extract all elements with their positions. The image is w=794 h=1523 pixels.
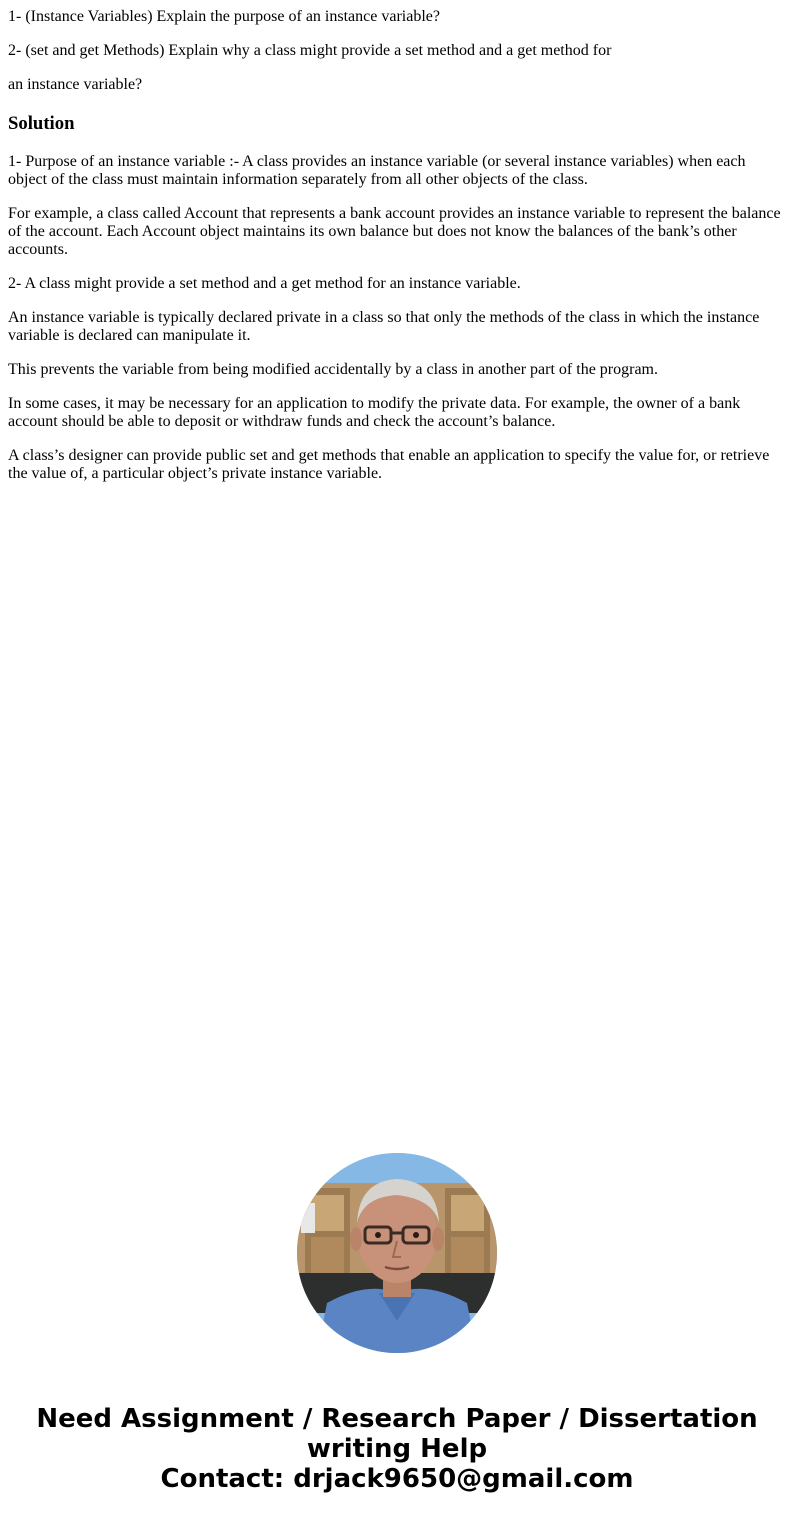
solution-paragraph: In some cases, it may be necessary for an application to modify the private data. For example, the owner of a bank account should be able to deposit or withdraw funds and check the account’s balance. xyxy=(8,395,741,430)
question-1: 1- (Instance Variables) Explain the purpose of an instance variable? xyxy=(8,8,440,25)
question-2-line-1: 2- (set and get Methods) Explain why a class might provide a set method and a get method for xyxy=(8,42,612,59)
solution-paragraph: 1- Purpose of an instance variable :- A class provides an instance variable (or several instance variables) when each object of the class must maintain information separately from all other objects of the class. xyxy=(8,153,746,188)
solution-paragraph: 2- A class might provide a set method and a get method for an instance variable. xyxy=(8,275,521,292)
promo-line: writing Help xyxy=(306,1434,488,1464)
promo-line: Need Assignment / Research Paper / Dissertation xyxy=(36,1404,758,1434)
question-2-line-2: an instance variable? xyxy=(8,76,143,93)
solution-paragraph: A class’s designer can provide public set and get methods that enable an application to specify the value for, or retrieve the value of, a particular object’s private instance variable. xyxy=(8,447,770,482)
promo-banner xyxy=(0,1404,794,1494)
solution-paragraph: This prevents the variable from being modified accidentally by a class in another part of the program. xyxy=(8,361,658,378)
solution-paragraph: For example, a class called Account that represents a bank account provides an instance variable to represent the balance of the account. Each Account object maintains its own balance but does not know the balances of the bank’s other accounts. xyxy=(8,205,781,258)
solution-heading: Solution xyxy=(8,113,75,134)
avatar xyxy=(297,1153,497,1353)
solution-paragraph: An instance variable is typically declared private in a class so that only the methods of the class in which the instance variable is declared can manipulate it. xyxy=(8,309,760,344)
avatar-portrait-icon xyxy=(297,1153,497,1353)
promo-contact: Contact: drjack9650@gmail.com xyxy=(160,1464,634,1494)
